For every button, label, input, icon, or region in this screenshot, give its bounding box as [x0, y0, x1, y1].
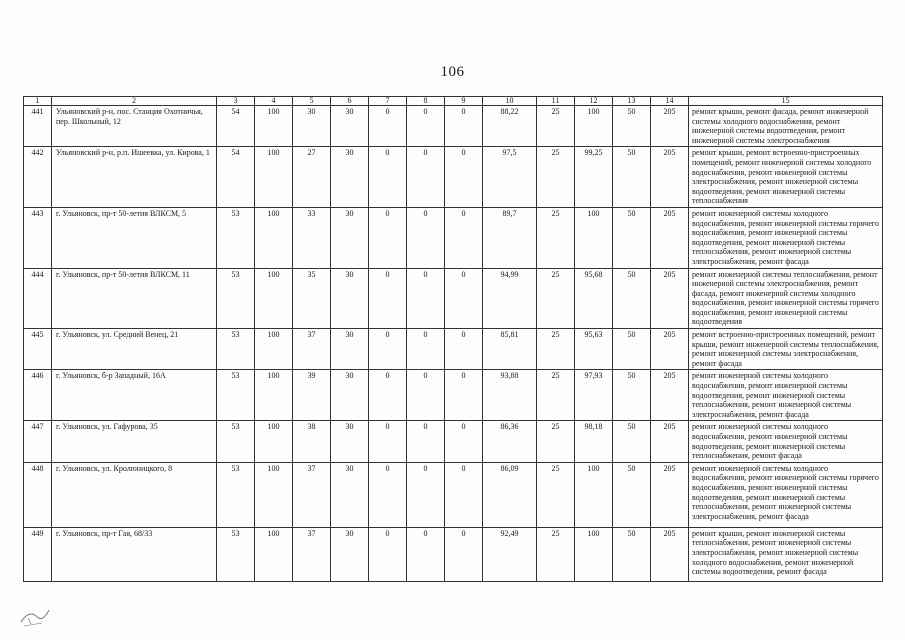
value-cell: 0: [445, 370, 483, 421]
value-cell: 54: [217, 147, 255, 208]
row-number: 443: [24, 207, 52, 268]
value-cell: 100: [255, 207, 293, 268]
row-number: 448: [24, 462, 52, 527]
value-cell: 100: [255, 106, 293, 147]
value-cell: 50: [613, 329, 651, 370]
value-cell: 205: [651, 527, 689, 581]
table-row: [24, 106, 883, 147]
column-header: 11: [537, 97, 575, 106]
value-cell: 25: [537, 421, 575, 462]
value-cell: 0: [407, 268, 445, 329]
value-cell: 37: [293, 527, 331, 581]
value-cell: 53: [217, 462, 255, 527]
value-cell: 0: [407, 329, 445, 370]
value-cell: 100: [255, 421, 293, 462]
address-cell: г. Ульяновск, пр-т Гая, 68/33: [52, 527, 217, 581]
value-cell: 33: [293, 207, 331, 268]
value-cell: 0: [445, 207, 483, 268]
value-cell: 100: [575, 207, 613, 268]
value-cell: 50: [613, 527, 651, 581]
value-cell: 50: [613, 268, 651, 329]
value-cell: 205: [651, 268, 689, 329]
column-header: 7: [369, 97, 407, 106]
value-cell: 50: [613, 207, 651, 268]
value-cell: 92,49: [483, 527, 537, 581]
value-cell: 99,25: [575, 147, 613, 208]
value-cell: 100: [575, 527, 613, 581]
repair-works-cell: ремонт инженерной системы холодного водоснабжения, ремонт инженерной системы горячего водоснабжения, ремонт инженерной системы водоотведения, ремонт инженерной системы теплоснабжения, ремонт инженерной системы электроснабжения, ремонт фасада: [689, 207, 883, 268]
row-number: 445: [24, 329, 52, 370]
value-cell: 85,81: [483, 329, 537, 370]
address-cell: г. Ульяновск, ул. Кролюницкого, 8: [52, 462, 217, 527]
value-cell: 0: [407, 421, 445, 462]
repair-works-cell: ремонт крыши, ремонт фасада, ремонт инженерной системы холодного водоснабжения, ремонт инженерной системы водоотведения, ремонт инженерной системы электроснабжения: [689, 106, 883, 147]
column-header: 15: [689, 97, 883, 106]
value-cell: 0: [407, 147, 445, 208]
value-cell: 0: [369, 106, 407, 147]
value-cell: 100: [255, 268, 293, 329]
column-header: 13: [613, 97, 651, 106]
value-cell: 30: [331, 370, 369, 421]
value-cell: 25: [537, 462, 575, 527]
column-header: 3: [217, 97, 255, 106]
repair-works-cell: ремонт крыши, ремонт встроенно-пристроенных помещений, ремонт инженерной системы холодного водоснабжения, ремонт инженерной системы электроснабжения, ремонт инженерной системы водоотведения, ремонт инженерной системы теплоснабжения: [689, 147, 883, 208]
column-header: 4: [255, 97, 293, 106]
column-header: 1: [24, 97, 52, 106]
value-cell: 53: [217, 268, 255, 329]
repair-works-cell: ремонт инженерной системы теплоснабжения, ремонт инженерной системы электроснабжения, ремонт фасада, ремонт инженерной системы холодного водоснабжения, ремонт инженерной системы горячего водоснабжения, ремонт инженерной системы водоотведения: [689, 268, 883, 329]
value-cell: 50: [613, 462, 651, 527]
column-header: 2: [52, 97, 217, 106]
value-cell: 25: [537, 527, 575, 581]
value-cell: 53: [217, 370, 255, 421]
value-cell: 53: [217, 329, 255, 370]
table-row: [24, 421, 883, 462]
value-cell: 0: [369, 421, 407, 462]
table-row: [24, 462, 883, 527]
value-cell: 205: [651, 207, 689, 268]
value-cell: 205: [651, 147, 689, 208]
column-header: 14: [651, 97, 689, 106]
value-cell: 0: [369, 329, 407, 370]
value-cell: 0: [407, 207, 445, 268]
row-number: 449: [24, 527, 52, 581]
value-cell: 35: [293, 268, 331, 329]
value-cell: 0: [445, 106, 483, 147]
repair-works-cell: ремонт крыши, ремонт инженерной системы теплоснабжения, ремонт инженерной системы электроснабжения, ремонт инженерной системы холодного водоснабжения, ремонт инженерной системы водоотведения, ремонт фасада: [689, 527, 883, 581]
address-cell: г. Ульяновск, пр-т 50-летия ВЛКСМ, 5: [52, 207, 217, 268]
value-cell: 38: [293, 421, 331, 462]
value-cell: 0: [445, 462, 483, 527]
value-cell: 50: [613, 370, 651, 421]
address-cell: г. Ульяновск, ул. Средний Венец, 21: [52, 329, 217, 370]
value-cell: 205: [651, 421, 689, 462]
value-cell: 100: [255, 462, 293, 527]
value-cell: 0: [407, 462, 445, 527]
value-cell: 25: [537, 370, 575, 421]
value-cell: 39: [293, 370, 331, 421]
column-header: 8: [407, 97, 445, 106]
value-cell: 50: [613, 421, 651, 462]
value-cell: 0: [445, 147, 483, 208]
row-number: 441: [24, 106, 52, 147]
value-cell: 205: [651, 370, 689, 421]
value-cell: 25: [537, 329, 575, 370]
row-number: 447: [24, 421, 52, 462]
handwritten-signature: [18, 604, 52, 630]
value-cell: 100: [575, 462, 613, 527]
column-header: 5: [293, 97, 331, 106]
value-cell: 97,93: [575, 370, 613, 421]
address-cell: Ульяновский р-н, пос. Станция Охотничья, пер. Школьный, 12: [52, 106, 217, 147]
value-cell: 86,09: [483, 462, 537, 527]
value-cell: 53: [217, 527, 255, 581]
repair-works-cell: ремонт инженерной системы холодного водоснабжения, ремонт инженерной системы горячего водоснабжения, ремонт инженерной системы водоотведения, ремонт инженерной системы теплоснабжения, ремонт инженерной системы электроснабжения, ремонт фасада: [689, 462, 883, 527]
value-cell: 205: [651, 462, 689, 527]
table-row: [24, 329, 883, 370]
value-cell: 95,63: [575, 329, 613, 370]
value-cell: 94,99: [483, 268, 537, 329]
value-cell: 37: [293, 329, 331, 370]
value-cell: 50: [613, 147, 651, 208]
value-cell: 30: [331, 207, 369, 268]
value-cell: 0: [369, 147, 407, 208]
value-cell: 30: [331, 421, 369, 462]
row-number: 444: [24, 268, 52, 329]
value-cell: 30: [331, 527, 369, 581]
address-cell: Ульяновский р-н, р.п. Ишеевка, ул. Кирова, 1: [52, 147, 217, 208]
table-row: [24, 370, 883, 421]
value-cell: 95,68: [575, 268, 613, 329]
address-cell: г. Ульяновск, ул. Гафурова, 35: [52, 421, 217, 462]
value-cell: 50: [613, 106, 651, 147]
value-cell: 25: [537, 268, 575, 329]
value-cell: 97,5: [483, 147, 537, 208]
repair-works-cell: ремонт встроенно-пристроенных помещений, ремонт крыши, ремонт инженерной системы теплоснабжения, ремонт инженерной системы электроснабжения, ремонт фасада: [689, 329, 883, 370]
column-number-header-row: [24, 97, 883, 106]
value-cell: 0: [445, 329, 483, 370]
value-cell: 53: [217, 421, 255, 462]
row-number: 442: [24, 147, 52, 208]
value-cell: 37: [293, 462, 331, 527]
value-cell: 30: [331, 462, 369, 527]
value-cell: 0: [369, 268, 407, 329]
row-number: 446: [24, 370, 52, 421]
value-cell: 25: [537, 147, 575, 208]
value-cell: 93,88: [483, 370, 537, 421]
page-number: 106: [440, 64, 465, 80]
value-cell: 100: [575, 106, 613, 147]
value-cell: 100: [255, 147, 293, 208]
value-cell: 25: [537, 207, 575, 268]
value-cell: 0: [407, 370, 445, 421]
repair-works-cell: ремонт инженерной системы холодного водоснабжения, ремонт инженерной системы водоотведения, ремонт инженерной системы теплоснабжения, ремонт инженерной системы электроснабжения, ремонт фасада: [689, 370, 883, 421]
value-cell: 88,22: [483, 106, 537, 147]
value-cell: 86,36: [483, 421, 537, 462]
table-row: [24, 268, 883, 329]
value-cell: 54: [217, 106, 255, 147]
value-cell: 30: [331, 106, 369, 147]
column-header: 6: [331, 97, 369, 106]
value-cell: 53: [217, 207, 255, 268]
value-cell: 100: [255, 370, 293, 421]
value-cell: 98,18: [575, 421, 613, 462]
address-cell: г. Ульяновск, б-р Западный, 16А: [52, 370, 217, 421]
value-cell: 0: [407, 106, 445, 147]
value-cell: 100: [255, 527, 293, 581]
value-cell: 27: [293, 147, 331, 208]
value-cell: 0: [445, 421, 483, 462]
value-cell: 25: [537, 106, 575, 147]
value-cell: 205: [651, 329, 689, 370]
value-cell: 30: [331, 268, 369, 329]
value-cell: 0: [445, 268, 483, 329]
value-cell: 30: [331, 147, 369, 208]
value-cell: 0: [369, 207, 407, 268]
value-cell: 0: [369, 527, 407, 581]
column-header: 12: [575, 97, 613, 106]
value-cell: 0: [445, 527, 483, 581]
value-cell: 100: [255, 329, 293, 370]
column-header: 9: [445, 97, 483, 106]
value-cell: 0: [369, 462, 407, 527]
value-cell: 30: [293, 106, 331, 147]
value-cell: 0: [369, 370, 407, 421]
repair-works-cell: ремонт инженерной системы холодного водоснабжения, ремонт инженерной системы водоотведения, ремонт инженерной системы теплоснабжения, ремонт фасада: [689, 421, 883, 462]
value-cell: 30: [331, 329, 369, 370]
address-cell: г. Ульяновск, пр-т 50-летия ВЛКСМ, 11: [52, 268, 217, 329]
column-header: 10: [483, 97, 537, 106]
value-cell: 0: [407, 527, 445, 581]
value-cell: 205: [651, 106, 689, 147]
table-row: [24, 147, 883, 208]
housing-repair-table: [23, 96, 883, 582]
table-row: [24, 207, 883, 268]
table-row: [24, 527, 883, 581]
value-cell: 89,7: [483, 207, 537, 268]
